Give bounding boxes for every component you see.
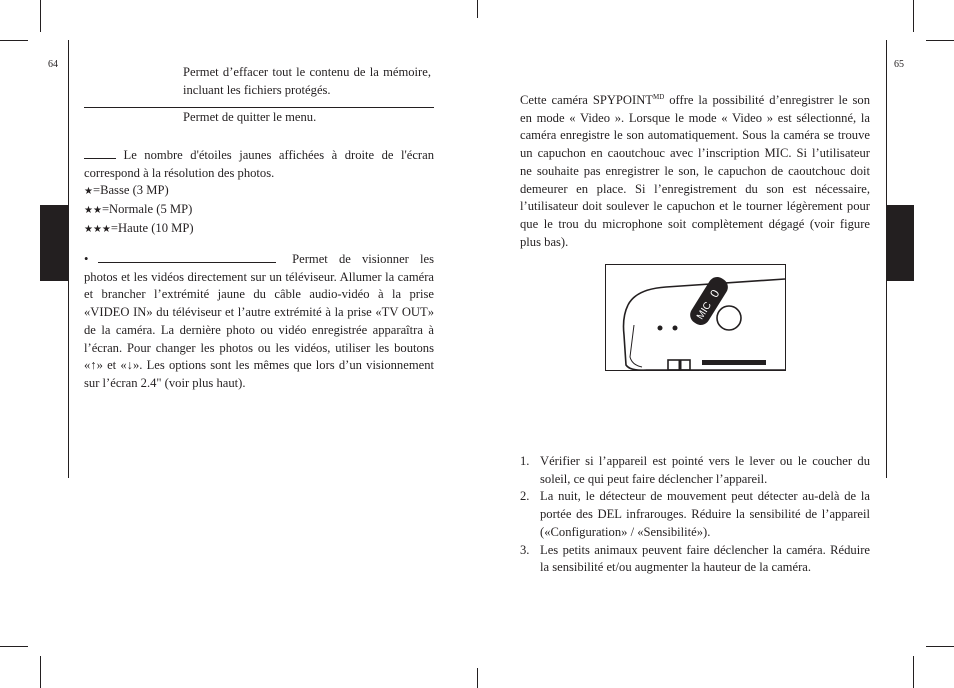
heading-blank [98, 262, 276, 263]
resolution-intro [84, 147, 434, 182]
crop-mark [913, 656, 914, 688]
table-divider [84, 107, 434, 108]
bullet: • [84, 252, 89, 266]
tv-out-section [84, 251, 434, 393]
crop-mark [926, 40, 954, 41]
heading-blank [84, 158, 116, 159]
page-frame-line [68, 40, 69, 478]
mic-label: MIC [695, 300, 715, 322]
star-icon: ★ [84, 186, 93, 198]
mic-cap-figure [605, 264, 786, 371]
troubleshooting-list [520, 453, 870, 577]
tv-out-first-line [84, 251, 434, 269]
chapter-tab-left [40, 205, 68, 281]
crop-mark [913, 0, 914, 32]
page-number-right: 65 [894, 59, 904, 70]
crop-mark [40, 0, 41, 32]
resolution-intro-text: Le nombre d'étoiles jaunes affichées à droite de l'écran correspond à la résolution des photos. [84, 148, 434, 180]
tv-out-text: photos et les vidéos directement sur un téléviseur. Allumer la caméra et brancher l’extrémité jaune du câble audio-vidéo à la prise «VIDEO IN» du téléviseur et l’autre extrémité à la prise «TV OUT» de la caméra. La dernière photo ou vidéo enregistrée apparaîtra à l’écran. Pour changer les photos ou les vidéos, utiliser les boutons «↑» et «↓». Les options sont les mêmes que lors d’un visionnement sur l’écran 2.4" (voir plus haut). [84, 269, 434, 390]
crop-mark [40, 656, 41, 688]
tv-out-text-first: Permet de visionner les [292, 252, 434, 266]
star-icon: ★★★ [84, 223, 111, 235]
crop-mark [0, 40, 28, 41]
star-icon: ★★ [84, 205, 102, 217]
trademark-sup: MD [653, 93, 665, 101]
erase-description: Permet d’effacer tout le contenu de la mémoire, incluant les fichiers protégés. [183, 65, 431, 97]
resolution-section [84, 147, 434, 239]
resolution-item: ★=Basse (3 MP) [84, 183, 169, 198]
list-item: 1. Vérifier si l’appareil est pointé vers le lever ou le coucher du soleil, ce qui peut faire déclencher l’appareil. [520, 454, 870, 486]
list-item: 2. La nuit, le détecteur de mouvement peut détecter au-delà de la portée des DEL infrarouges. Réduire la sensibilité de l’appareil («Configuration» / «Sensibilité»). [520, 489, 870, 539]
crop-mark [0, 646, 28, 647]
resolution-item: ★★★=Haute (10 MP) [84, 220, 194, 235]
chapter-tab-right [886, 205, 914, 281]
mic-symbol: 0 [707, 287, 723, 301]
crop-mark [926, 646, 954, 647]
exit-description: Permet de quitter le menu. [183, 110, 317, 124]
camera-illustration [606, 265, 785, 370]
resolution-item: ★★=Normale (5 MP) [84, 202, 193, 217]
crop-mark [477, 0, 478, 18]
list-item: 3. Les petits animaux peuvent faire déclencher la caméra. Réduire la sensibilité et/ou augmenter la hauteur de la caméra. [520, 542, 870, 575]
crop-mark [477, 668, 478, 688]
page-number-left: 64 [48, 59, 58, 70]
audio-intro: Cette caméra $SPYPOINT^{MD}$ offre la possibilité d’enregistrer le son en mode « Video ». Lorsque le mode « Video » est sélectionné, la caméra enregistre le son automatiquement. Sous la caméra se trouve un capuchon en caoutchouc avec l’inscription MIC. Si l’utilisateur ne souhaite pas enregistrer le son, le capuchon de caoutchouc doit demeurer en place. Si l’enregistrement du son est nécessaire, l’utilisateur doit soulever le capuchon et le tourner légèrement pour que le trou du microphone soit complètement dégagé (voir figure plus bas). [520, 93, 871, 249]
